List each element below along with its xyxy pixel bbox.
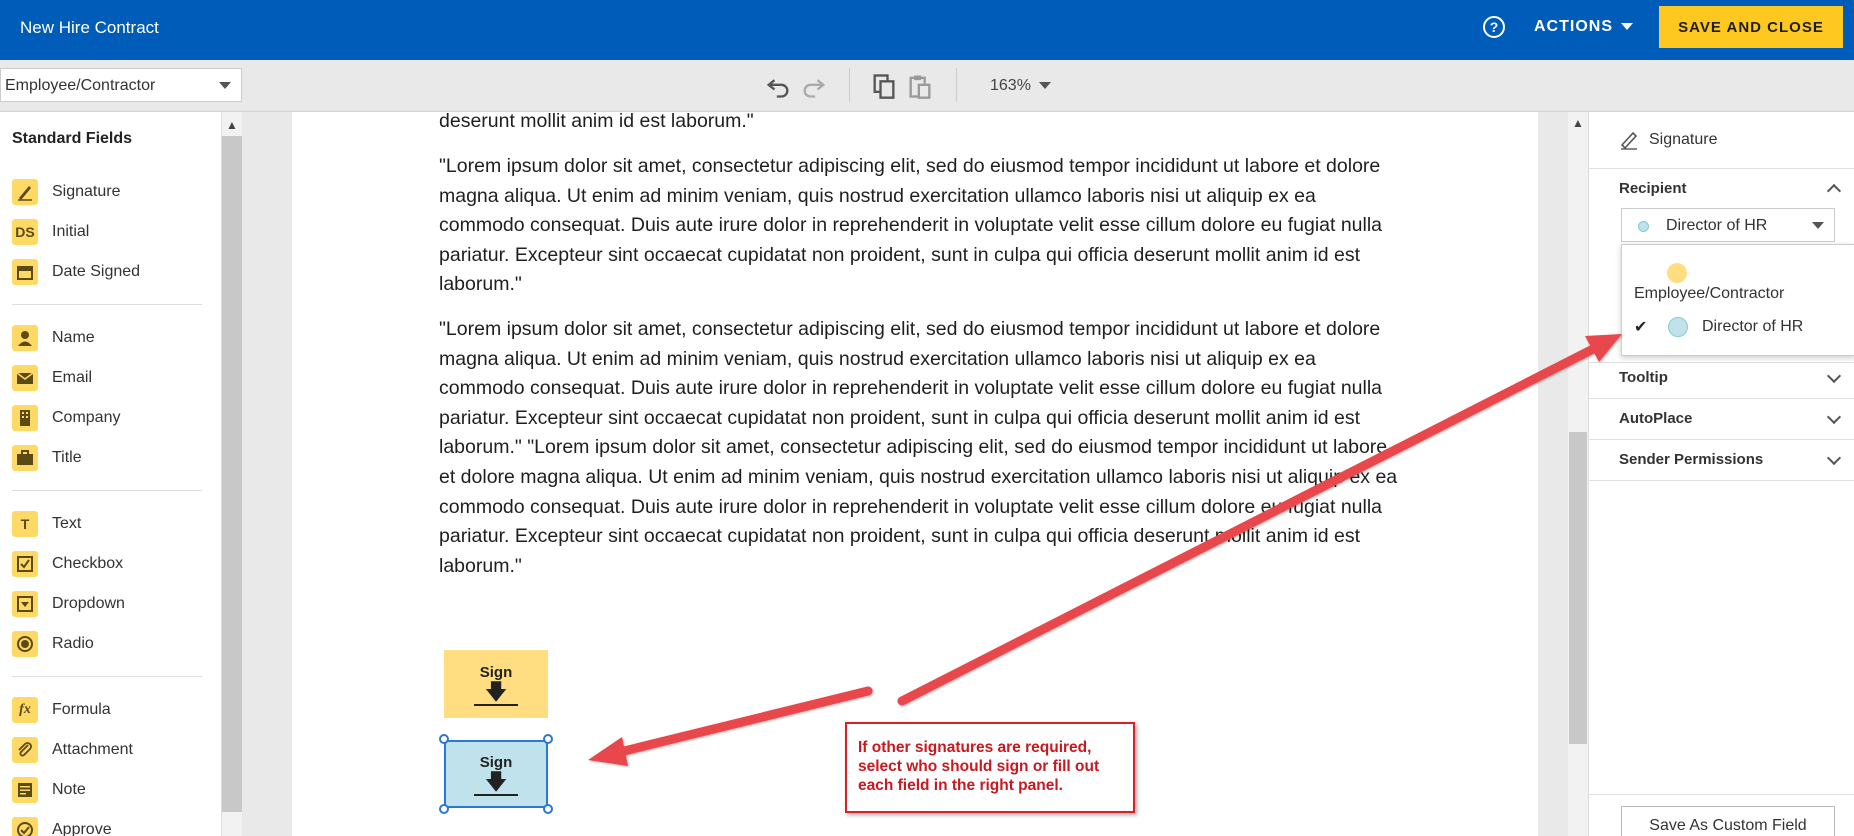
radio-icon: [12, 631, 38, 657]
checkbox-icon: [12, 551, 38, 577]
recipient-select-value: Employee/Contractor: [5, 77, 156, 94]
divider: [1589, 168, 1854, 169]
divider: [1589, 794, 1854, 795]
person-icon: [12, 325, 38, 351]
divider: [12, 304, 202, 305]
field-email[interactable]: [12, 363, 92, 393]
recipient-color-dot: [1638, 221, 1649, 232]
field-label: Text: [52, 515, 82, 532]
document-scrollbar[interactable]: [1568, 112, 1588, 836]
formula-icon: fx: [12, 697, 38, 723]
calendar-icon: [12, 259, 38, 285]
document-title: New Hire Contract: [20, 18, 159, 37]
properties-panel: [1588, 112, 1854, 836]
signature-line: [474, 704, 518, 706]
divider: [1589, 398, 1854, 399]
divider: [1589, 439, 1854, 440]
field-label: Approve: [52, 821, 112, 836]
field-label: Title: [52, 449, 82, 466]
tooltip-section-toggle[interactable]: [1619, 369, 1839, 386]
dropdown-icon: [12, 591, 38, 617]
divider: [12, 676, 202, 677]
field-label: Formula: [52, 701, 111, 718]
chevron-down-icon: [219, 82, 231, 89]
scrollbar-thumb[interactable]: [222, 136, 242, 812]
actions-label: ACTIONS: [1534, 18, 1613, 35]
scrollbar-thumb[interactable]: [1569, 432, 1587, 744]
doc-paragraph: "Lorem ipsum dolor sit amet, consectetur adipiscing elit, sed do eiusmod tempor incididunt ut labore et dolore magna aliqua. Ut enim ad minim veniam, quis nostrud exercitation ullamco laboris nisi ut aliquip ex ea commodo consequat. Duis aute irure dolor in reprehenderit in voluptate velit esse cillum dolore eu fugiat nulla pariatur. Excepteur sint occaecat cupidatat non proident, sunt in culpa qui officia deserunt mollit anim id est laborum.": [439, 155, 1383, 296]
save-as-custom-field-button[interactable]: Save As Custom Field: [1621, 806, 1835, 836]
field-formula[interactable]: [12, 695, 111, 725]
field-label: Dropdown: [52, 595, 125, 612]
field-signature[interactable]: [12, 177, 121, 207]
note-icon: [12, 777, 38, 803]
top-bar: [0, 0, 1854, 60]
annotation-callout: If other signatures are required, select who should sign or fill out each field in the right panel.: [845, 722, 1135, 813]
copy-icon[interactable]: [870, 72, 898, 100]
field-label: Date Signed: [52, 263, 141, 280]
option-label: Employee/Contractor: [1634, 285, 1785, 302]
zoom-select[interactable]: [990, 77, 1051, 95]
recipient-color-dot: [1667, 263, 1687, 283]
chevron-down-icon: [1039, 82, 1051, 89]
field-name[interactable]: [12, 323, 95, 353]
checkmark-icon: ✔: [1634, 319, 1648, 336]
recipient-color-dot: [1668, 317, 1688, 337]
field-label: Radio: [52, 635, 94, 652]
sign-label: Sign: [479, 664, 513, 681]
field-label: Checkbox: [52, 555, 124, 572]
initial-icon: DS: [12, 219, 38, 245]
signature-field-director[interactable]: [444, 740, 548, 808]
standard-fields-heading: Standard Fields: [12, 130, 133, 147]
field-initial[interactable]: [12, 217, 89, 247]
chevron-down-icon: [1621, 23, 1633, 30]
resize-handle[interactable]: [439, 804, 449, 814]
chevron-down-icon: [1827, 410, 1841, 424]
recipient-select[interactable]: [0, 68, 242, 102]
field-dropdown[interactable]: [12, 589, 125, 619]
recipient-section-toggle[interactable]: [1619, 180, 1839, 197]
chevron-down-icon: [1827, 369, 1841, 383]
section-label: Sender Permissions: [1619, 451, 1764, 468]
signature-field-employee[interactable]: [444, 650, 548, 718]
option-director-of-hr[interactable]: [1622, 307, 1854, 353]
field-label: Note: [52, 781, 86, 798]
help-icon[interactable]: ?: [1483, 16, 1505, 38]
field-attachment[interactable]: [12, 735, 133, 765]
sign-label: Sign: [479, 754, 513, 771]
paste-icon[interactable]: [906, 72, 934, 100]
toolbar-divider: [956, 68, 957, 102]
recipient-select-value: Director of HR: [1666, 217, 1768, 234]
approve-icon: [12, 817, 38, 836]
autoplace-section-toggle[interactable]: [1619, 410, 1839, 427]
sender-permissions-section-toggle[interactable]: [1619, 451, 1839, 468]
section-label: AutoPlace: [1619, 410, 1693, 427]
paperclip-icon: [12, 737, 38, 763]
properties-title: Signature: [1649, 131, 1718, 148]
text-icon: T: [12, 511, 38, 537]
divider: [12, 490, 202, 491]
field-date-signed[interactable]: [12, 257, 140, 287]
field-label: Email: [52, 369, 93, 386]
signature-line: [474, 794, 518, 796]
redo-icon[interactable]: [800, 72, 828, 100]
field-text[interactable]: [12, 509, 81, 539]
briefcase-icon: [12, 445, 38, 471]
building-icon: [12, 405, 38, 431]
field-company[interactable]: [12, 403, 120, 433]
toolbar-divider: [849, 68, 850, 102]
field-radio[interactable]: [12, 629, 94, 659]
field-checkbox[interactable]: [12, 549, 123, 579]
chevron-up-icon[interactable]: ▲: [226, 118, 238, 132]
pen-icon: [1619, 130, 1639, 150]
recipient-section-label: Recipient: [1619, 180, 1687, 197]
field-label: Attachment: [52, 741, 133, 758]
download-arrow-icon: 🡇: [484, 769, 508, 794]
zoom-value: 163%: [990, 77, 1031, 94]
divider: [1589, 480, 1854, 481]
standard-fields-panel: [0, 112, 222, 836]
field-approve[interactable]: [12, 815, 112, 836]
option-employee-contractor[interactable]: [1622, 245, 1854, 307]
section-label: Tooltip: [1619, 369, 1668, 386]
doc-paragraph: "Lorem ipsum dolor sit amet, consectetur adipiscing elit, sed do eiusmod tempor incididunt ut labore et dolore magna aliqua. Ut enim ad minim veniam, quis nostrud exercitation ullamco laboris nisi ut aliquip ex ea commodo consequat. Duis aute irure dolor in reprehenderit in voluptate velit esse cillum dolore eu fugiat nulla pariatur. Excepteur sint occaecat cupidatat non proident, sunt in culpa qui officia deserunt mollit anim id est laborum." "Lorem ipsum dolor sit amet, consectetur adipiscing elit, sed do eiusmod tempor incididunt ut labore et dolore magna aliqua. Ut enim ad minim veniam, quis nostrud exercitation ullamco laboris nisi ut aliquip ex ea commodo consequat. Duis aute irure dolor in reprehenderit in voluptate velit esse cillum dolore eu fugiat nulla pariatur. Excepteur sint occaecat cupidatat non proident, sunt in culpa qui officia deserunt mollit anim id est laborum.": [439, 318, 1398, 577]
properties-header: [1619, 130, 1718, 150]
chevron-up-icon: [1827, 184, 1841, 198]
field-label: Name: [52, 329, 95, 346]
chevron-down-icon: [1827, 451, 1841, 465]
save-and-close-button[interactable]: SAVE AND CLOSE: [1659, 6, 1843, 48]
left-panel-scrollbar[interactable]: [222, 112, 242, 836]
actions-menu[interactable]: [1534, 18, 1633, 36]
undo-icon[interactable]: [764, 72, 792, 100]
option-label: Director of HR: [1702, 318, 1804, 335]
signature-icon: [12, 179, 38, 205]
download-arrow-icon: 🡇: [484, 679, 508, 704]
resize-handle[interactable]: [543, 734, 553, 744]
envelope-icon: [12, 365, 38, 391]
toolbar: [0, 60, 1854, 112]
field-label: Company: [52, 409, 121, 426]
resize-handle[interactable]: [543, 804, 553, 814]
divider: [1589, 362, 1854, 363]
chevron-up-icon[interactable]: ▲: [1572, 116, 1584, 130]
resize-handle[interactable]: [439, 734, 449, 744]
recipient-select-panel[interactable]: [1621, 208, 1835, 242]
doc-paragraph: deserunt mollit anim id est laborum.": [439, 112, 754, 132]
recipient-dropdown-menu: [1621, 244, 1854, 356]
field-label: Signature: [52, 183, 121, 200]
field-note[interactable]: [12, 775, 86, 805]
field-label: Initial: [52, 223, 90, 240]
field-title[interactable]: [12, 443, 82, 473]
chevron-down-icon: [1812, 222, 1824, 229]
